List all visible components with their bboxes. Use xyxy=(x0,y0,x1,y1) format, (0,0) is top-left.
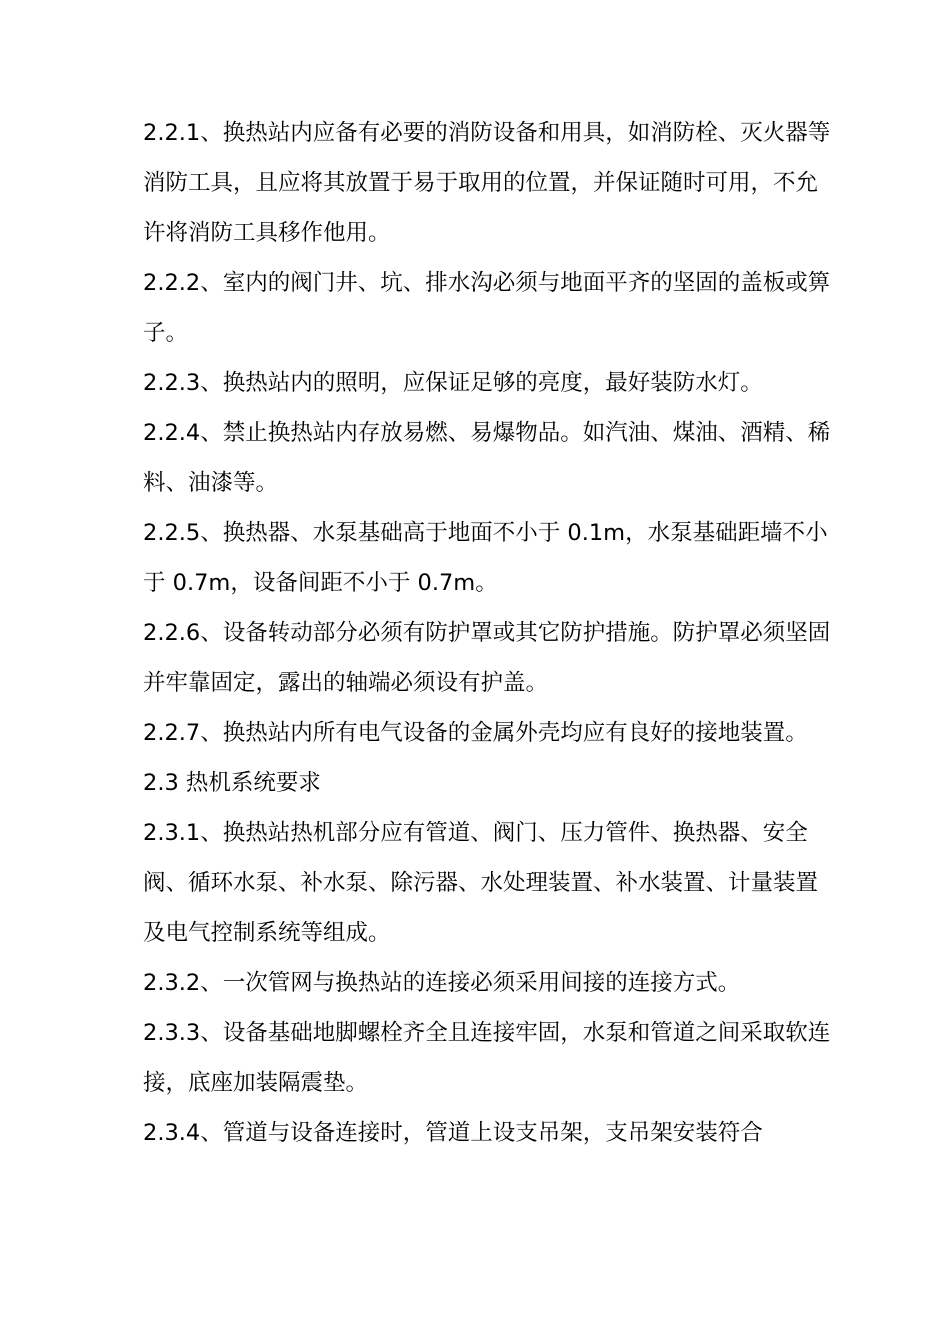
paragraph-2-2-1: 2.2.1、换热站内应备有必要的消防设备和用具，如消防栓、灭火器等消防工具，且应将其放置于易于取用的位置，并保证随时可用，不允许将消防工具移作他用。 xyxy=(143,120,831,246)
document-body xyxy=(143,108,833,1158)
paragraph-2-2-2: 2.2.2、室内的阀门井、坑、排水沟必须与地面平齐的坚固的盖板或箅子。 xyxy=(143,270,831,346)
paragraph-2-3-4: 2.3.4、管道与设备连接时，管道上设支吊架，支吊架安装符合 xyxy=(143,1120,763,1146)
paragraph-2-2-5: 2.2.5、换热器、水泵基础高于地面不小于 0.1m，水泵基础距墙不小于 0.7m，设备间距不小于 0.7m。 xyxy=(143,520,828,596)
section-heading-2-3: 2.3 热机系统要求 xyxy=(143,770,321,796)
paragraph-2-2-4: 2.2.4、禁止换热站内存放易燃、易爆物品。如汽油、煤油、酒精、稀料、油漆等。 xyxy=(143,420,831,496)
paragraph-2-2-7: 2.2.7、换热站内所有电气设备的金属外壳均应有良好的接地装置。 xyxy=(143,720,808,746)
paragraph-2-2-6: 2.2.6、设备转动部分必须有防护罩或其它防护措施。防护罩必须坚固并牢靠固定，露出的轴端必须设有护盖。 xyxy=(143,620,831,696)
paragraph-2-3-2: 2.3.2、一次管网与换热站的连接必须采用间接的连接方式。 xyxy=(143,970,741,996)
paragraph-2-2-3: 2.2.3、换热站内的照明，应保证足够的亮度，最好装防水灯。 xyxy=(143,370,763,396)
paragraph-2-3-1: 2.3.1、换热站热机部分应有管道、阀门、压力管件、换热器、安全阀、循环水泵、补水泵、除污器、水处理装置、补水装置、计量装置及电气控制系统等组成。 xyxy=(143,820,819,946)
paragraph-2-3-3: 2.3.3、设备基础地脚螺栓齐全且连接牢固，水泵和管道之间采取软连接，底座加装隔震垫。 xyxy=(143,1020,831,1096)
